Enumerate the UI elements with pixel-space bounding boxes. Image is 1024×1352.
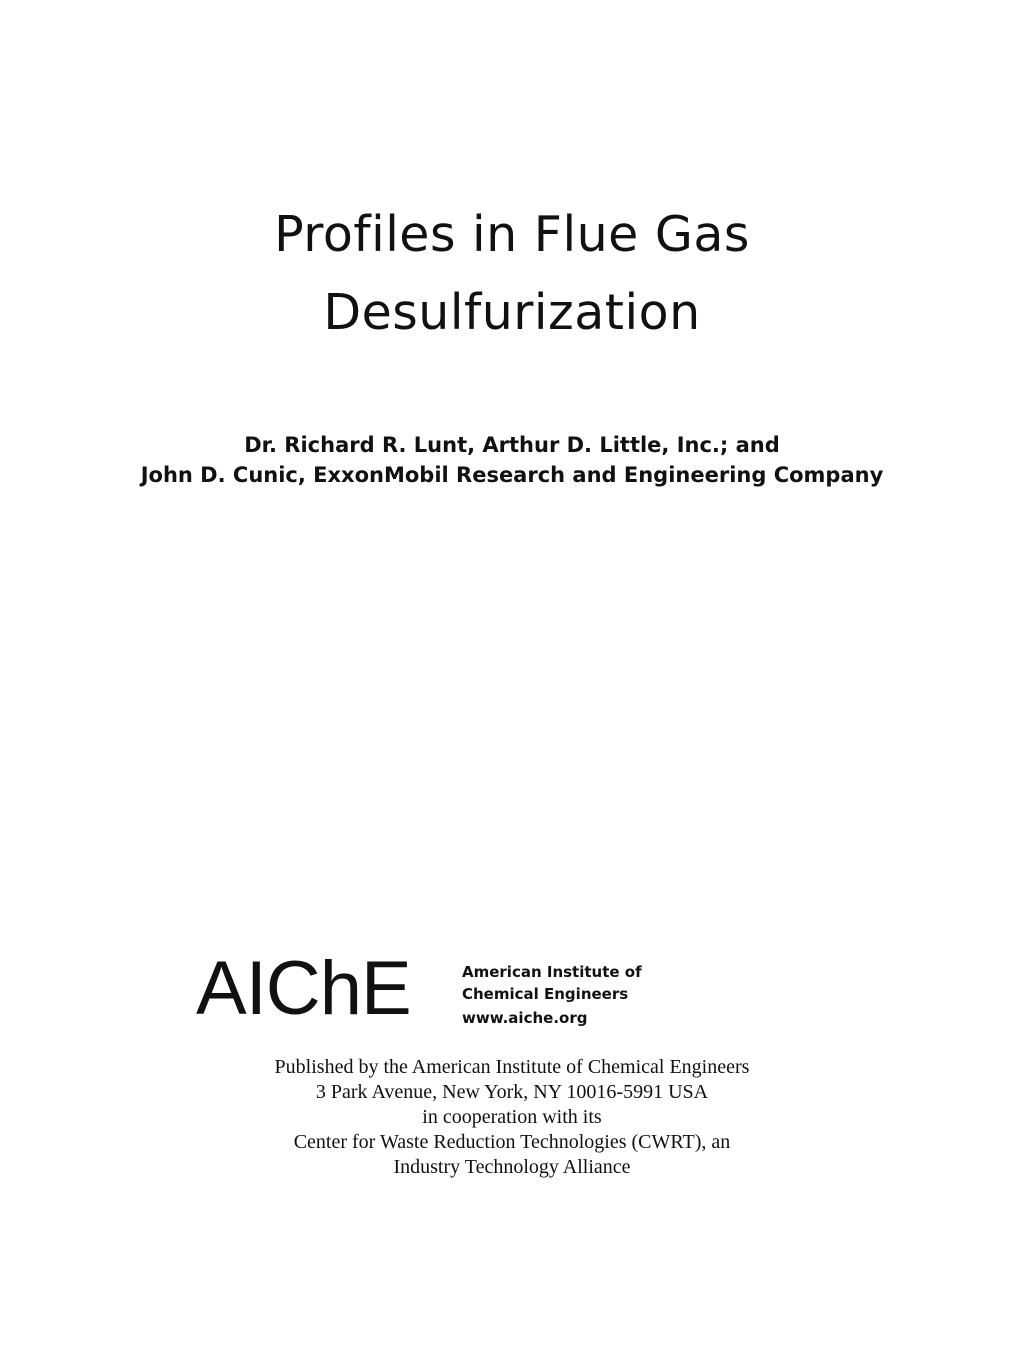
aiche-wordmark: AIChE bbox=[196, 946, 411, 1031]
org-name-line-1: American Institute of bbox=[462, 963, 642, 981]
title-line-1: Profiles in Flue Gas bbox=[274, 206, 750, 263]
imprint-line-3: in cooperation with its bbox=[422, 1106, 602, 1128]
imprint-address: 3 Park Avenue, New York, NY 10016-5991 USA bbox=[315, 1081, 709, 1103]
org-website: www.aiche.org bbox=[462, 1009, 588, 1027]
title-line-2: Desulfurization bbox=[323, 284, 701, 341]
org-name-line-2: Chemical Engineers bbox=[462, 985, 629, 1003]
publisher-logo bbox=[196, 948, 756, 1038]
imprint-line-1: Published by the American Institute of Chemical Engineers bbox=[274, 1056, 750, 1078]
author-line-1: Dr. Richard R. Lunt, Arthur D. Little, Inc.; and bbox=[244, 433, 780, 457]
imprint-line-4: Center for Waste Reduction Technologies (CWRT), an bbox=[293, 1131, 731, 1153]
author-line-2: John D. Cunic, ExxonMobil Research and Engineering Company bbox=[140, 463, 884, 487]
imprint-line-5: Industry Technology Alliance bbox=[393, 1156, 631, 1178]
